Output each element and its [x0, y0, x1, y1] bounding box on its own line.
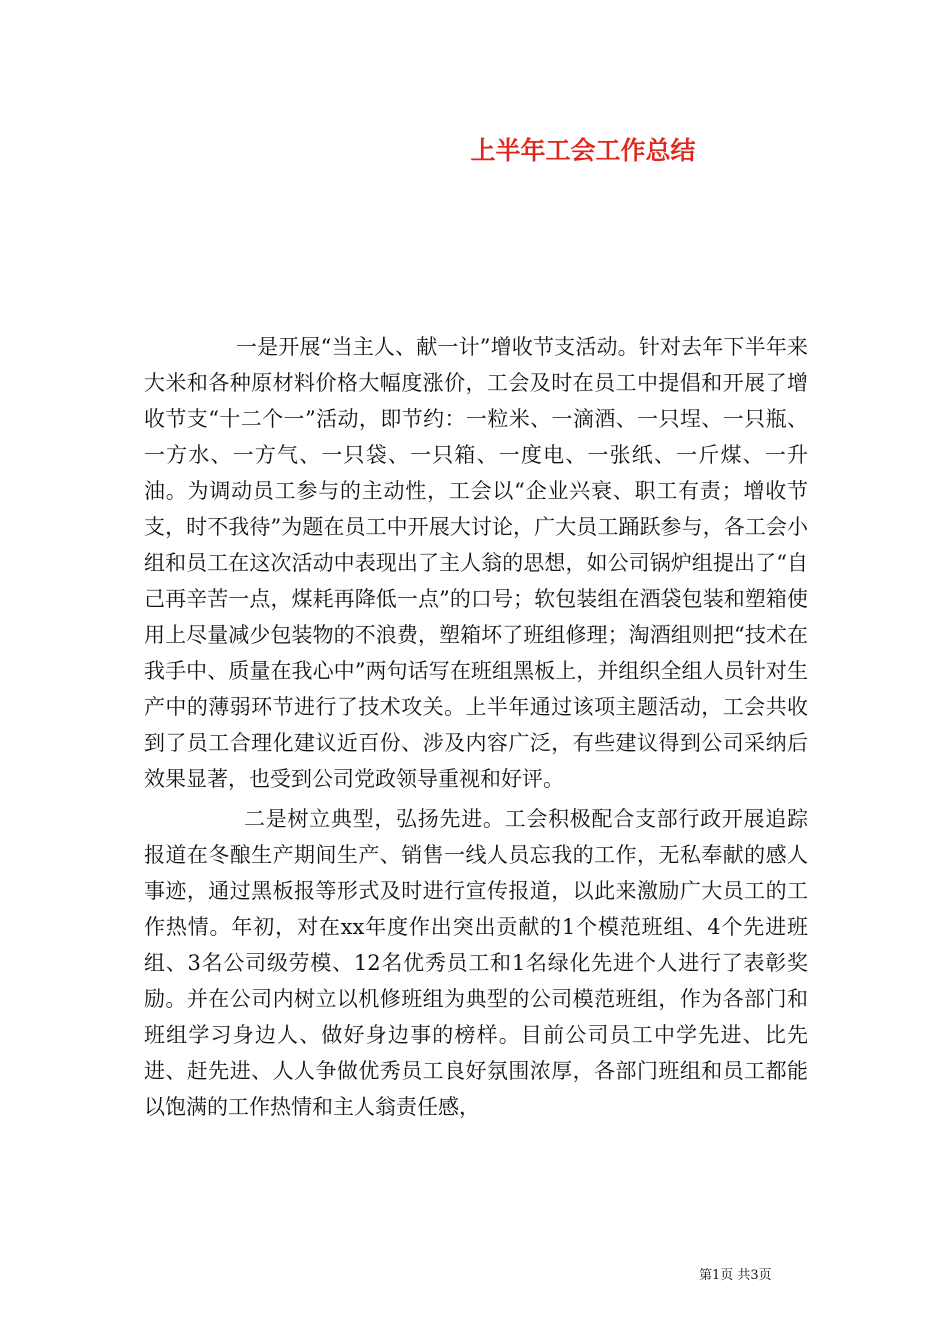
document-title: 上半年工会工作总结	[470, 136, 696, 165]
paragraph-1: 一是开展“当主人、献一计”增收节支活动。针对去年下半年来大米和各种原材料价格大幅度涨价，工会及时在员工中提倡和开展了增收节支“十二个一”活动，即节约：一粒米、一滴酒、一只埕、一只瓶、一方水、一方气、一只袋、一只箱、一度电、一张纸、一斤煤、一升油。为调动员工参与的主动性，工会以“企业兴衰、职工有责；增收节支，时不我待”为题在员工中开展大讨论，广大员工踊跃参与，各工会小组和员工在这次活动中表现出了主人翁的思想，如公司锅炉组提出了“自己再辛苦一点，煤耗再降低一点”的口号；软包装组在酒袋包装和塑箱使用上尽量减少包装物的不浪费，塑箱坏了班组修理；淘酒组则把“技术在我手中、质量在我心中”两句话写在班组黑板上，并组织全组人员针对生产中的薄弱环节进行了技术攻关。上半年通过该项主题活动，工会共收到了员工合理化建议近百份、涉及内容广泛，有些建议得到公司采纳后效果显著，也受到公司党政领导重视和好评。	[144, 335, 808, 791]
document-body	[144, 329, 808, 1129]
paragraph-2: 二是树立典型，弘扬先进。工会积极配合支部行政开展追踪报道在冬酿生产期间生产、销售一线人员忘我的工作，无私奉献的感人事迹，通过黑板报等形式及时进行宣传报道，以此来激励广大员工的工作热情。年初，对在xx年度作出突出贡献的1个模范班组、4个先进班组、3名公司级劳模、12名优秀员工和1名绿化先进个人进行了表彰奖励。并在公司内树立以机修班组为典型的公司模范班组，作为各部门和班组学习身边人、做好身边事的榜样。目前公司员工中学先进、比先进、赶先进、人人争做优秀员工良好氛围浓厚，各部门班组和员工都能以饱满的工作热情和主人翁责任感，	[144, 807, 808, 1119]
page-number-footer: 第1页 共3页	[699, 1268, 772, 1283]
